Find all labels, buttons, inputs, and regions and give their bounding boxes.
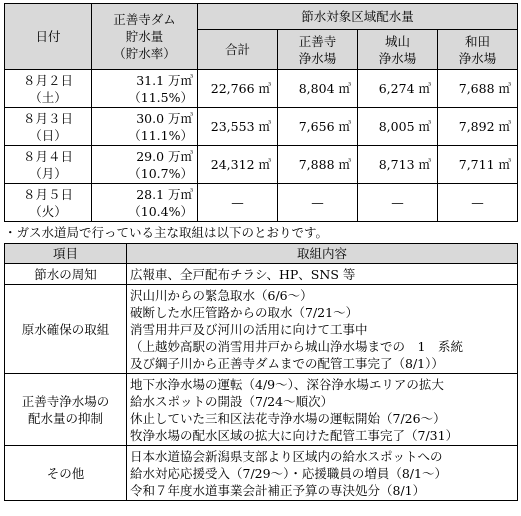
content-cell [127,285,518,374]
item-label: 節水の周知 [34,266,97,282]
dam-cell [92,146,198,184]
water-distribution-table [4,3,518,222]
content-line: 沢山川からの緊急取水（6/6～） [130,287,313,303]
header-plant1 [278,30,358,70]
plant3-cell: — [438,184,518,222]
header-plant3-line1: 和田 [465,33,491,49]
plant1-cell: 7,656 ㎥ [278,108,358,146]
dam-cell [92,108,198,146]
item-cell [5,264,127,285]
item-label: 正善寺浄水場の [21,393,110,409]
plant2-cell: 8,005 ㎥ [358,108,438,146]
item-cell [5,374,127,446]
header-plant1-line1: 正善寺 [298,33,337,49]
header-group: 節水対象区域配水量 [198,4,518,30]
table-row [5,108,518,146]
item-cell [5,285,127,374]
dam-volume: 30.0 万㎥ [136,110,193,126]
content-line: 日本水道協会新潟県支部より区域内の給水スポットへの [130,448,443,464]
header-plant1-line2: 浄水場 [298,50,337,66]
table-row [5,446,518,501]
plant1-cell: 8,804 ㎥ [278,70,358,108]
date-cell [5,184,92,222]
plant1-cell: 7,888 ㎥ [278,146,358,184]
date: ８月３日 [22,110,73,126]
day: （火） [29,203,67,219]
header-item: 項目 [5,244,127,264]
content-cell [127,264,518,285]
table-row [5,374,518,446]
measures-table [4,243,518,501]
content-line: 地下水浄水場の運転（4/9～）、深谷浄水場エリアの拡大 [130,376,444,392]
content-line: 消雪用井戸及び河川の活用に向けて工事中 [130,321,368,337]
content-line: 広報車、全戸配布チラシ、HP、SNS 等 [130,266,356,282]
item-label: 配水量の抑制 [27,410,103,426]
item-label: 原水確保の取組 [21,321,110,337]
date-cell [5,108,92,146]
table-row [5,146,518,184]
total-cell: 23,553 ㎥ [198,108,278,146]
day: （日） [29,127,67,143]
plant1-cell: — [278,184,358,222]
date: ８月５日 [22,186,73,202]
table-row [5,184,518,222]
dam-cell [92,184,198,222]
dam-volume: 31.1 万㎥ [136,72,193,88]
content-line: 牧浄水場の配水区域の拡大に向けた配管工事完了（7/31） [130,427,459,443]
content-line: 令和７年度水道事業会計補正予算の専決処分（8/1） [130,482,426,498]
plant3-cell: 7,711 ㎥ [438,146,518,184]
total-cell: 22,766 ㎥ [198,70,278,108]
content-line: 給水スポットの開設（7/24～順次） [130,393,334,409]
table-row [5,264,518,285]
header-dam-line2: 貯水量 [125,29,164,44]
item-label: その他 [46,465,85,481]
header-dam-line1: 正善寺ダム [113,12,176,27]
date-cell [5,70,92,108]
header-total: 合計 [198,30,278,70]
day: （土） [29,89,67,105]
header-plant2-line1: 城山 [384,33,410,49]
note-text: ・ガス水道局で行っている主な取組は以下のとおりです。 [4,225,329,240]
content-line: 破断した水圧管路からの取水（7/21～） [130,304,359,320]
header-plant2 [358,30,438,70]
dam-volume: 29.0 万㎥ [136,148,193,164]
content-line: 給水対応応援受入（7/29～）・応援職員の増員（8/1～） [130,465,447,481]
dam-rate: （10.7%） [128,165,193,181]
content-line: 休止していた三和区法花寺浄水場の運転開始（7/26～） [130,410,446,426]
header-plant2-line2: 浄水場 [378,50,417,66]
dam-cell [92,70,198,108]
header-dam-line3: （貯水率） [113,46,176,61]
plant2-cell: — [358,184,438,222]
plant3-cell: 7,892 ㎥ [438,108,518,146]
plant3-cell: 7,688 ㎥ [438,70,518,108]
plant2-cell: 8,713 ㎥ [358,146,438,184]
table-row [5,285,518,374]
header-plant3 [438,30,518,70]
content-cell [127,374,518,446]
total-cell: 24,312 ㎥ [198,146,278,184]
table-row [5,70,518,108]
date: ８月２日 [22,72,73,88]
content-line: 及び綱子川から正善寺ダムまでの配管工事完了（8/1）） [130,355,444,371]
header-dam [92,4,198,70]
total-cell: — [198,184,278,222]
date-cell [5,146,92,184]
content-cell [127,446,518,501]
dam-rate: （10.4%） [128,203,193,219]
header-content: 取組内容 [127,244,518,264]
day: （月） [29,165,67,181]
content-line: （上越妙高駅の消雪用井戸から城山浄水場までの 1 系統 [130,338,463,354]
dam-volume: 28.1 万㎥ [136,186,193,202]
header-plant3-line2: 浄水場 [458,50,497,66]
header-date: 日付 [5,4,92,70]
item-cell [5,446,127,501]
plant2-cell: 6,274 ㎥ [358,70,438,108]
dam-rate: （11.1%） [128,127,193,143]
dam-rate: （11.5%） [128,89,193,105]
date: ８月４日 [22,148,73,164]
